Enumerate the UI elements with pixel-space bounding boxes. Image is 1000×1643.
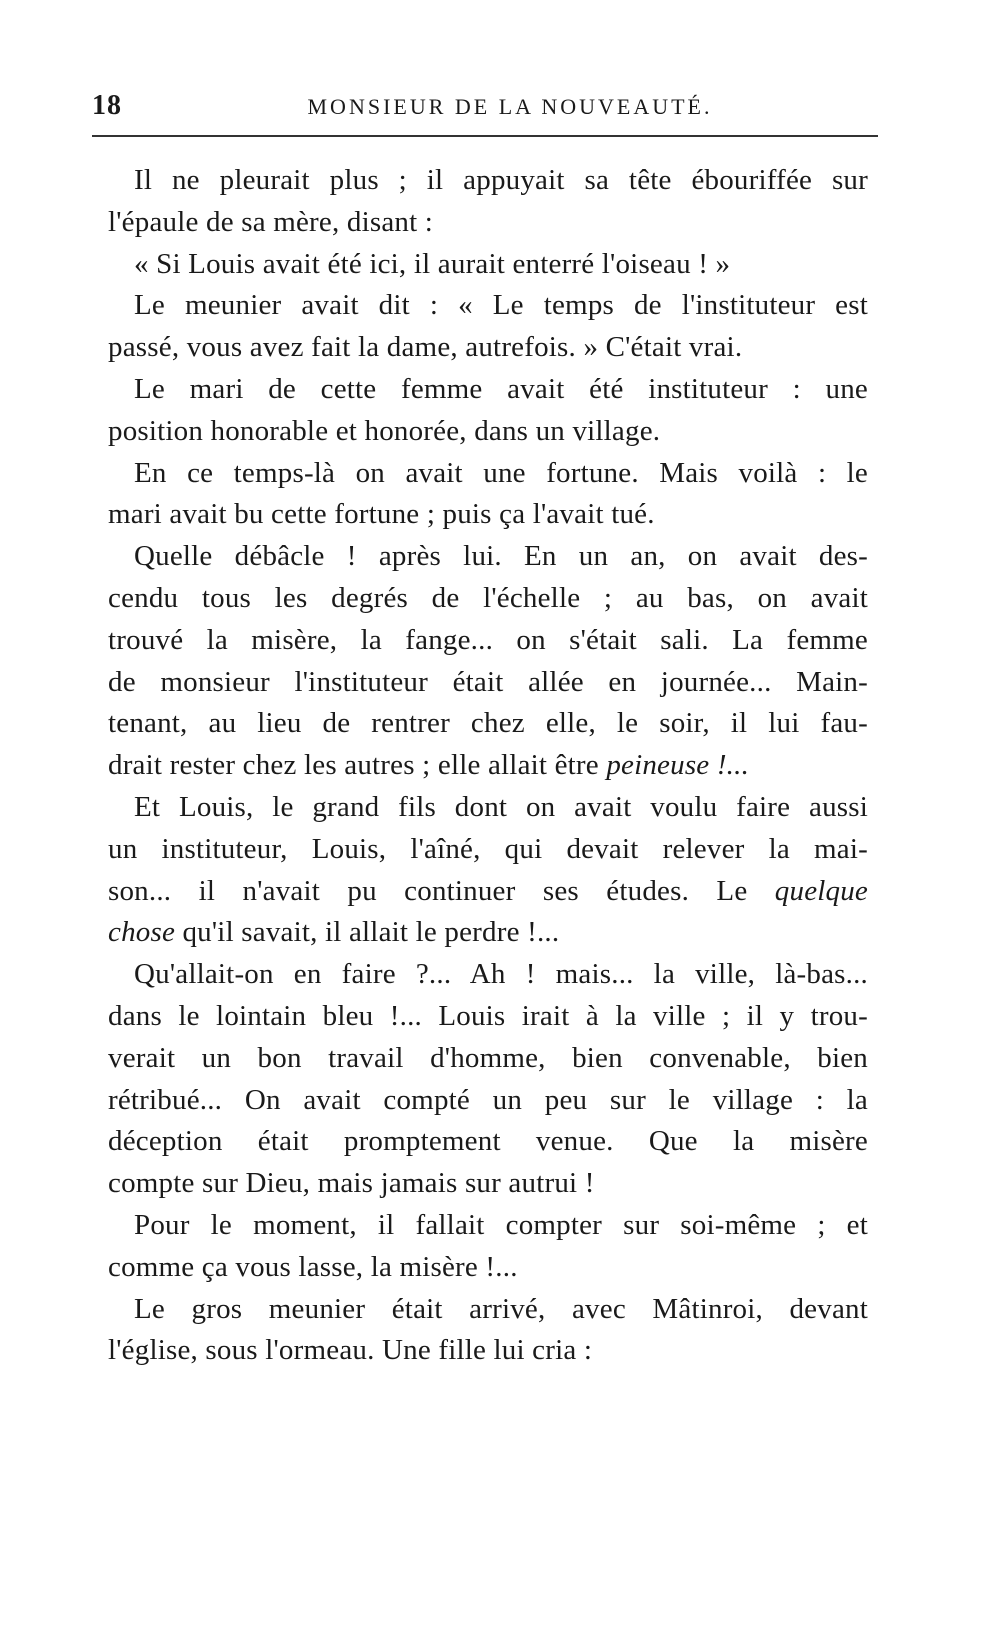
text-line: Il ne pleurait plus ; il appuyait sa tête ébouriffée sur <box>134 164 868 196</box>
body-text <box>108 160 868 1372</box>
text-line: mari avait bu cette fortune ; puis ça l'avait tué. <box>108 498 655 531</box>
text-segment: qu'il savait, il allait le perdre !... <box>175 916 560 949</box>
text-line: tenant, au lieu de rentrer chez elle, le soir, il lui fau- <box>108 707 868 740</box>
text-line: déception était promptement venue. Que la misère <box>108 1125 868 1158</box>
text-line: compte sur Dieu, mais jamais sur autrui ! <box>108 1167 595 1200</box>
text-segment: drait rester chez les autres ; elle allait être <box>108 749 607 782</box>
text-line <box>108 871 868 913</box>
page-number: 18 <box>92 90 122 121</box>
text-line: En ce temps-là on avait une fortune. Mais voilà : le <box>134 456 868 489</box>
italic-word: quelque <box>774 874 868 907</box>
text-line: Quelle débâcle ! après lui. En un an, on avait des- <box>134 540 868 573</box>
text-line: Le mari de cette femme avait été instituteur : une <box>134 372 868 405</box>
italic-word: chose <box>108 916 176 949</box>
text-segment: son... il n'avait pu continuer ses études. Le <box>108 874 775 907</box>
running-title: MONSIEUR DE LA NOUVEAUTÉ. <box>307 94 713 119</box>
text-line: Le gros meunier était arrivé, avec Mâtinroi, devant <box>134 1292 868 1325</box>
text-line <box>108 912 868 954</box>
header-rule <box>92 135 878 137</box>
text-line: de monsieur l'instituteur était allée en journée... Main- <box>108 665 868 698</box>
text-line: « Si Louis avait été ici, il aurait enterré l'oiseau ! » <box>134 247 731 280</box>
text-line: dans le lointain bleu !... Louis irait à la ville ; il y trou- <box>108 999 868 1032</box>
text-line: verait un bon travail d'homme, bien convenable, bien <box>108 1041 868 1074</box>
text-line: Le meunier avait dit : « Le temps de l'instituteur est <box>134 289 868 322</box>
text-line: position honorable et honorée, dans un village. <box>108 414 661 447</box>
text-line: trouvé la misère, la fange... on s'était sali. La femme <box>108 623 868 656</box>
text-line: comme ça vous lasse, la misère !... <box>108 1250 518 1283</box>
text-line: un instituteur, Louis, l'aîné, qui devait relever la mai- <box>108 832 868 865</box>
text-line: cendu tous les degrés de l'échelle ; au bas, on avait <box>108 581 868 614</box>
text-line <box>108 745 868 787</box>
italic-word: peineuse !... <box>606 749 750 782</box>
text-line: rétribué... On avait compté un peu sur le village : la <box>108 1083 868 1116</box>
text-line: Et Louis, le grand fils dont on avait voulu faire aussi <box>134 790 868 823</box>
text-line: Pour le moment, il fallait compter sur soi-même ; et <box>134 1208 868 1241</box>
text-line: l'épaule de sa mère, disant : <box>108 205 434 238</box>
text-line: l'église, sous l'ormeau. Une fille lui cria : <box>108 1334 593 1367</box>
text-line: Qu'allait-on en faire ?... Ah ! mais... la ville, là-bas... <box>134 958 868 991</box>
text-line: passé, vous avez fait la dame, autrefois. » C'était vrai. <box>108 331 743 364</box>
page-header <box>92 86 878 126</box>
